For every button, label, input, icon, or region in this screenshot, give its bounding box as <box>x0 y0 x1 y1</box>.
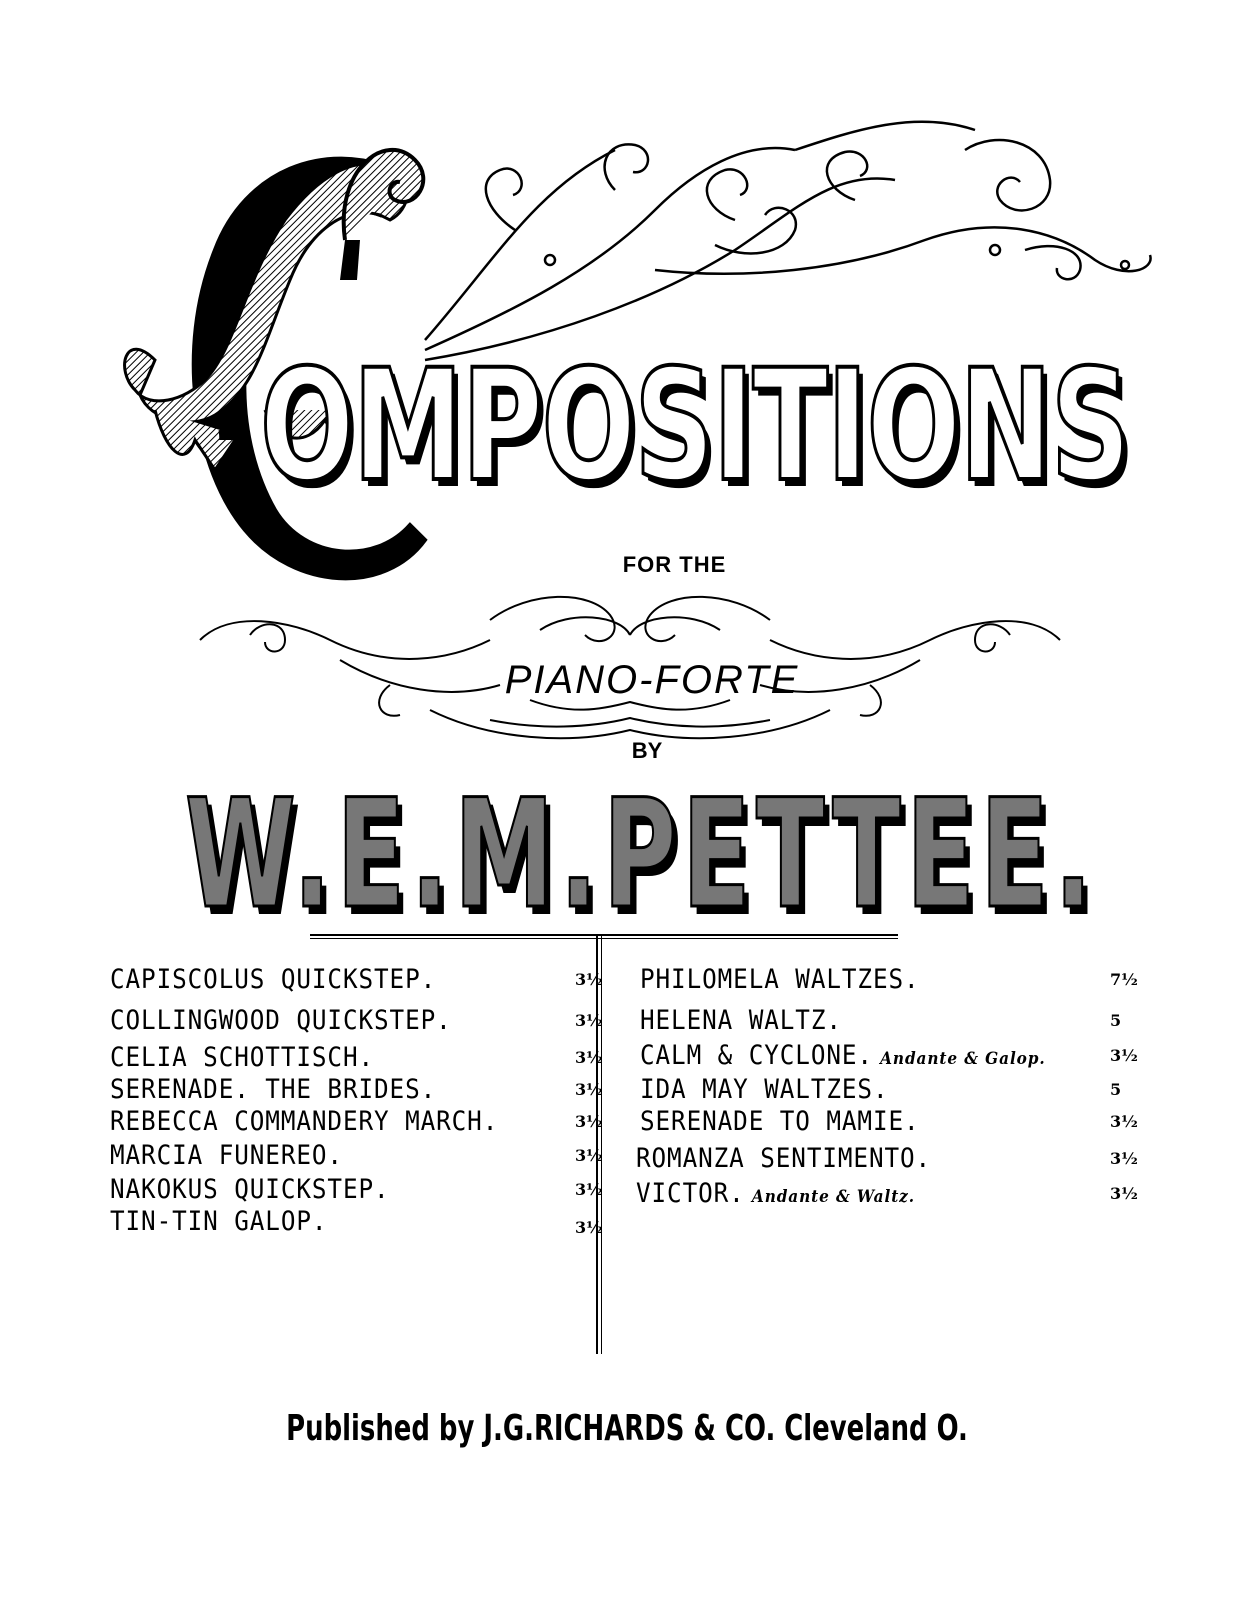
composition-title-text: VICTOR. <box>636 1178 745 1209</box>
composition-title: CAPISCOLUS QUICKSTEP. <box>110 964 437 995</box>
column-divider <box>596 936 598 1354</box>
composition-price: 3½ <box>1110 1184 1138 1203</box>
composition-subtitle: Andante & Galop. <box>880 1049 1046 1069</box>
composition-title: SERENADE. THE BRIDES. <box>110 1074 437 1105</box>
composition-subtitle: Andante & Waltz. <box>751 1187 915 1207</box>
scroll-flourishes <box>425 122 1151 360</box>
composition-title: MARCIA FUNEREO. <box>110 1140 343 1171</box>
composition-price: 3½ <box>575 1146 603 1165</box>
composition-price: 3½ <box>575 1218 603 1237</box>
composition-price: 5 <box>1110 1080 1122 1099</box>
composition-title: ROMANZA SENTIMENTO. <box>636 1143 932 1174</box>
composition-title-text: CALM & CYCLONE. <box>640 1040 873 1071</box>
composition-price: 5 <box>1110 1011 1122 1030</box>
composition-title <box>640 1042 1046 1069</box>
by-label: BY <box>631 738 663 763</box>
publisher-line: Published by J.G.RICHARDS & CO. Cleveland O. <box>286 1408 968 1449</box>
for-the-label: FOR THE <box>622 552 727 577</box>
composition-price: 3½ <box>1110 1149 1138 1168</box>
composition-title: SERENADE TO MAMIE. <box>640 1106 920 1137</box>
composition-title: NAKOKUS QUICKSTEP. <box>110 1174 390 1205</box>
composition-title <box>636 1180 915 1207</box>
composition-price: 3½ <box>575 1011 603 1030</box>
horizontal-rule-thin <box>310 938 898 939</box>
composition-price: 3½ <box>575 1180 603 1199</box>
composition-title: IDA MAY WALTZES. <box>640 1074 889 1105</box>
column-divider-thin <box>601 936 602 1354</box>
composition-title: COLLINGWOOD QUICKSTEP. <box>110 1005 452 1036</box>
horizontal-rule <box>310 934 898 936</box>
instrument-title: PIANO-FORTE <box>504 658 800 702</box>
title-compositions: OMPOSITIONS <box>260 337 1130 516</box>
composition-title: CELIA SCHOTTISCH. <box>110 1042 375 1073</box>
composition-price: 3½ <box>575 1112 603 1131</box>
composition-price: 3½ <box>575 1048 603 1067</box>
composition-title: REBECCA COMMANDERY MARCH. <box>110 1106 499 1137</box>
composition-price: 3½ <box>575 970 603 989</box>
composition-title: TIN-TIN GALOP. <box>110 1206 328 1237</box>
composition-title: PHILOMELA WALTZES. <box>640 964 920 995</box>
composer-name: W.E.M.PETTEE. <box>185 768 1098 942</box>
composition-price: 3½ <box>1110 1046 1138 1065</box>
composition-price: 3½ <box>575 1080 603 1099</box>
composition-price: 7½ <box>1110 970 1138 989</box>
composition-title: HELENA WALTZ. <box>640 1005 842 1036</box>
composition-price: 3½ <box>1110 1112 1138 1131</box>
